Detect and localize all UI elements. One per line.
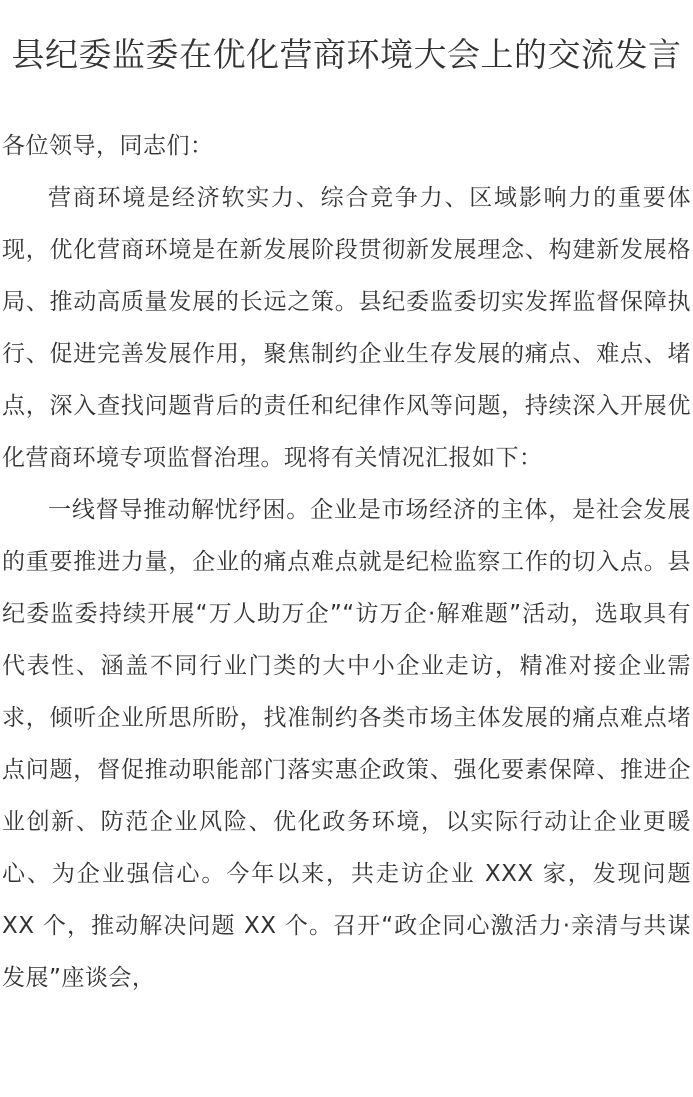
paragraph-intro: 营商环境是经济软实力、综合竞争力、区域影响力的重要体现，优化营商环境是在新发展阶段贯彻新发展理念、构建新发展格局、推动高质量发展的长远之策。县纪委监委切实发挥监督保障执行、促进完善发展作用，聚焦制约企业生存发展的痛点、难点、堵点，深入查找问题背后的责任和纪律作风等问题，持续深入开展优化营商环境专项监督治理。现将有关情况汇报如下： [2, 185, 691, 471]
document-title: 县纪委监委在优化营商环境大会上的交流发言 [11, 35, 682, 74]
salutation: 各位领导，同志们： [2, 133, 214, 159]
document-body [0, 120, 693, 1004]
paragraph-frontline-supervision: 一线督导推动解忧纾困。企业是市场经济的主体，是社会发展的重要推进力量，企业的痛点难点就是纪检监察工作的切入点。县纪委监委持续开展“万人助万企”“访万企·解难题”活动，选取具有代表性、涵盖不同行业门类的大中小企业走访，精准对接企业需求，倾听企业所思所盼，找准制约各类市场主体发展的痛点难点堵点问题，督促推动职能部门落实惠企政策、强化要素保障、推进企业创新、防范企业风险、优化政务环境，以实际行动让企业更暖心、为企业强信心。今年以来，共走访企业 XXX 家，发现问题 XX 个，推动解决问题 XX 个。召开“政企同心激活力·亲清与共谋发展”座谈会， [2, 497, 691, 991]
